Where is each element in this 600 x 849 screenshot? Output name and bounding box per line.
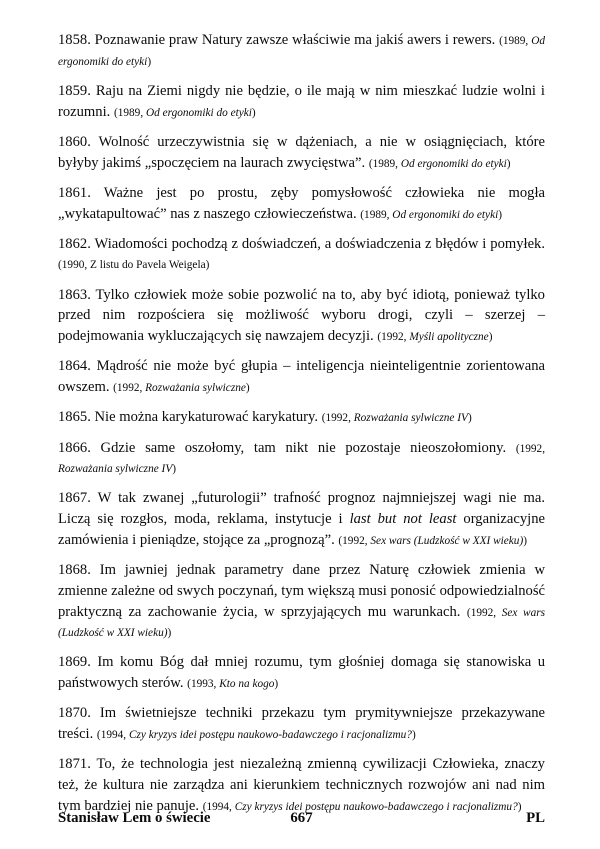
entry-number: 1863. <box>58 286 91 303</box>
citation-close-paren: ) <box>245 382 250 395</box>
entry-text: Im świetniejsze techniki przekazu tym prymitywniejsze przekazywane treści. <box>58 705 545 743</box>
aphorism-entry <box>58 488 545 550</box>
aphorism-entry <box>58 81 545 122</box>
citation-work-title: Sex wars (Ludzkość w XXI wieku) <box>58 606 546 640</box>
citation-work-title: Z listu do Pavela Weigela <box>90 259 206 272</box>
entry-text: W tak zwanej „futurologii” trafność prognoz najmniejszej wagi nie ma. Liczą się rozgłos, moda, reklama, instytucje i <box>58 490 545 528</box>
citation-work-title: Rozważania sylwiczne <box>145 382 246 395</box>
entry-citation <box>322 412 472 424</box>
citation-year: 1992, <box>381 331 410 344</box>
entry-number: 1859. <box>58 82 91 99</box>
aphorism-entry <box>58 356 545 397</box>
citation-year: 1994, <box>206 800 235 813</box>
citation-open-paren: ( <box>187 678 191 691</box>
entry-text: Wiadomości pochodzą z doświadczeń, a doświadczenia z błędów i pomyłek. <box>94 235 545 252</box>
entry-text: Raju na Ziemi nigdy nie będzie, o ile mają w nim mieszkać ludzie wolni i rozumni. <box>58 82 545 120</box>
aphorism-list <box>58 30 545 817</box>
entry-citation <box>360 209 502 221</box>
entry-number: 1871. <box>58 756 91 773</box>
citation-open-paren: ( <box>321 412 326 425</box>
entry-text: Mądrość nie może być głupia – inteligencja nieinteligentnie zorientowana owszem. <box>58 358 546 396</box>
aphorism-entry <box>58 234 545 275</box>
citation-open-paren: ( <box>360 208 365 221</box>
entry-citation <box>377 331 492 343</box>
citation-year: 1993, <box>190 678 220 691</box>
entry-number: 1862. <box>58 235 91 252</box>
citation-year: 1992, <box>470 606 502 619</box>
citation-open-paren: ( <box>368 157 373 170</box>
citation-close-paren: ) <box>205 259 210 272</box>
citation-work-title: Rozważania sylwiczne IV <box>353 412 468 425</box>
citation-year: 1994, <box>100 729 129 742</box>
entry-number: 1869. <box>58 654 91 671</box>
aphorism-entry <box>58 754 545 816</box>
entry-number: 1865. <box>58 409 91 426</box>
citation-close-paren: ) <box>167 627 172 640</box>
citation-year: 1992, <box>116 382 146 395</box>
citation-close-paren: ) <box>517 800 522 813</box>
citation-work-title: Kto na kogo <box>219 678 275 691</box>
entry-number: 1861. <box>58 184 91 201</box>
footer-page-number: 667 <box>290 810 313 826</box>
aphorism-entry <box>58 285 545 347</box>
citation-close-paren: ) <box>411 729 416 742</box>
aphorism-entry <box>58 703 545 744</box>
citation-open-paren: ( <box>113 106 118 119</box>
page-footer <box>58 810 545 827</box>
entry-number: 1858. <box>58 32 91 48</box>
entry-text: Im jawniej jednak parametry dane przez Naturę człowiek zmienia w zmienne zależne od swych poczynań, tym większą musi ponosić odpowiedzialność praktyczną za zachowanie życia, w sprzyjających mu warunkach. <box>58 562 545 620</box>
entry-number: 1867. <box>58 490 91 507</box>
citation-year: 1989, <box>117 106 146 119</box>
entry-number: 1860. <box>58 133 91 150</box>
citation-year: 1992, <box>342 534 371 547</box>
entry-citation <box>369 158 511 170</box>
entry-text: Tylko człowiek może sobie pozwolić na to, aby być idiotą, ponieważ tylko przed nim rozpościera się możliwość wyboru drogi, czyli – szerzej – podejmowania wykluczających się nawzajem decyzji. <box>58 286 545 345</box>
citation-open-paren: ( <box>113 382 117 395</box>
entry-text: Wolność urzeczywistnia się w dążeniach, a nie w osiągnięciach, które byłyby jakimś „spoczęciem na laurach zwycięstwa”. <box>58 133 545 171</box>
citation-close-paren: ) <box>251 106 256 119</box>
entry-text: Im komu Bóg dał mniej rozumu, tym głośniej domaga się stanowiska u państwowych sterów. <box>58 654 545 692</box>
entry-text-emphasis: last but not least <box>349 511 457 528</box>
entry-text: Ważne jest po prostu, zęby pomysłowość człowieka nie mogła „wykatapultować” nas z naszego człowieczeństwa. <box>58 184 545 222</box>
citation-close-paren: ) <box>274 678 279 691</box>
citation-work-title: Sex wars (Ludzkość w XXI wieku) <box>370 534 524 547</box>
entry-text: Poznawanie praw Natury zawsze właściwie ma jakiś awers i rewers. <box>94 32 496 48</box>
citation-year: 1990, <box>61 259 91 272</box>
footer-language-code: PL <box>526 810 545 826</box>
citation-open-paren: ( <box>515 442 520 455</box>
entry-text-continued: organizacyjne zamówienia i pieniądze, stojące za „prognozą”. <box>58 511 545 548</box>
citation-open-paren: ( <box>466 606 471 619</box>
entry-number: 1866. <box>58 439 91 456</box>
citation-year: 1989, <box>364 208 393 221</box>
citation-year: 1989, <box>502 35 532 47</box>
footer-book-title: Stanisław Lem o świecie <box>58 810 211 826</box>
citation-year: 1989, <box>372 157 401 170</box>
entry-citation <box>187 678 278 690</box>
citation-open-paren: ( <box>499 35 503 47</box>
entry-text: To, że technologia jest niezależną zmienną cywilizacji Człowieka, znaczy też, że kultura nie zarządza ani kierunkiem technicznych rozwojów ani nad nim tym bardziej nie panuje. <box>58 756 545 814</box>
citation-close-paren: ) <box>172 463 176 476</box>
citation-close-paren: ) <box>523 534 527 547</box>
citation-work-title: Rozważania sylwiczne IV <box>58 463 173 476</box>
citation-year: 1992, <box>325 412 354 425</box>
aphorism-entry <box>58 30 545 71</box>
aphorism-entry <box>58 560 545 643</box>
citation-work-title: Czy kryzys idei postępu naukowo-badawczego i racjonalizmu? <box>128 729 412 742</box>
citation-work-title: Myśli apolityczne <box>409 331 489 344</box>
aphorism-entry <box>58 183 545 224</box>
citation-open-paren: ( <box>377 331 382 344</box>
aphorism-entry <box>58 652 545 693</box>
citation-close-paren: ) <box>488 331 493 344</box>
citation-year: 1992, <box>519 442 546 455</box>
entry-citation <box>113 382 250 394</box>
citation-work-title: Od ergonomiki do etyki <box>392 208 499 221</box>
entry-number: 1864. <box>58 358 91 375</box>
entry-text: Nie można karykaturować karykatury. <box>94 409 319 426</box>
entry-number: 1870. <box>58 705 91 722</box>
entry-citation <box>58 259 209 271</box>
citation-work-title: Od ergonomiki do etyki <box>400 157 507 170</box>
citation-close-paren: ) <box>498 208 502 221</box>
citation-open-paren: ( <box>202 800 207 813</box>
citation-open-paren: ( <box>58 259 62 272</box>
entry-citation <box>338 535 527 547</box>
citation-close-paren: ) <box>467 412 472 425</box>
aphorism-entry <box>58 407 545 428</box>
citation-work-title: Od ergonomiki do etyki <box>145 106 252 119</box>
citation-work-title: Od ergonomiki do etyki <box>58 35 546 68</box>
aphorism-entry <box>58 438 545 479</box>
entry-citation <box>97 729 416 741</box>
entry-number: 1868. <box>58 562 91 579</box>
citation-close-paren: ) <box>506 157 511 170</box>
citation-work-title: Czy kryzys idei postępu naukowo-badawczego i racjonalizmu? <box>234 800 518 813</box>
citation-open-paren: ( <box>338 534 343 547</box>
entry-citation <box>114 107 256 119</box>
citation-open-paren: ( <box>96 729 101 742</box>
citation-close-paren: ) <box>147 55 152 68</box>
entry-text: Gdzie same oszołomy, tam nikt nie pozostaje nieoszołomiony. <box>100 439 507 456</box>
aphorism-entry <box>58 132 545 173</box>
